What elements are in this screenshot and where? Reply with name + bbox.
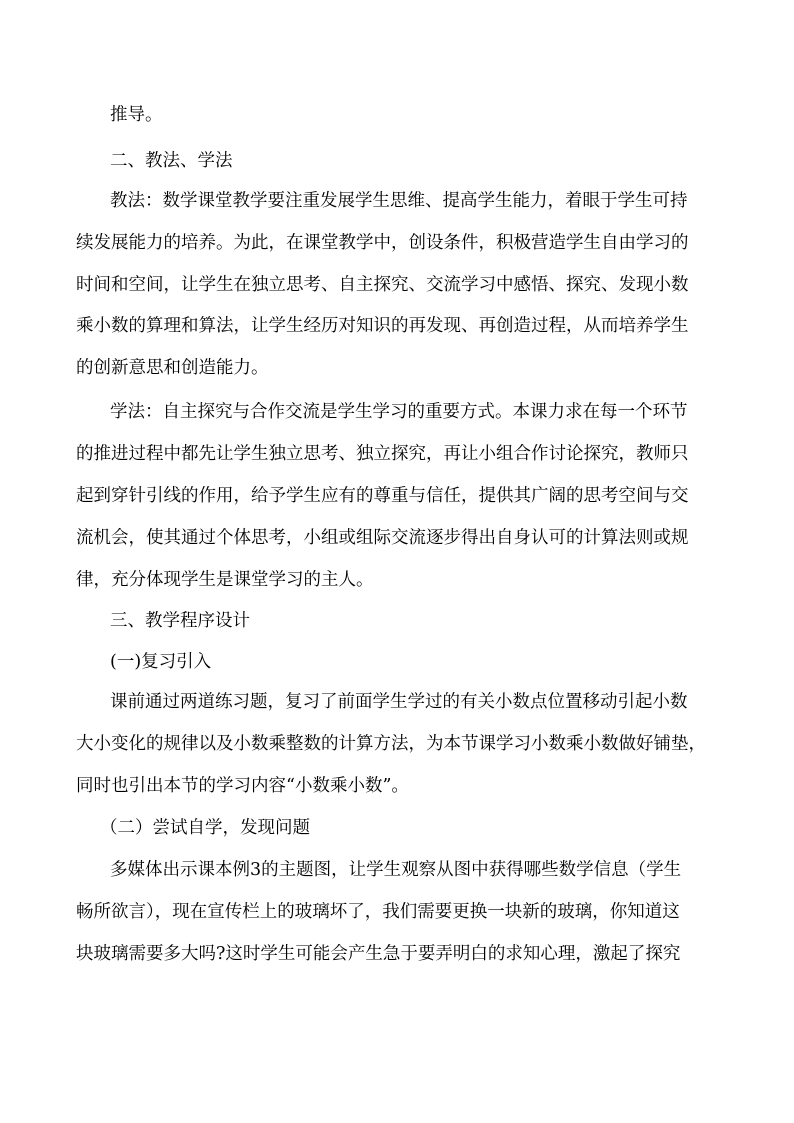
paragraph-line: 时间和空间，让学生在独立思考、自主探究、交流学习中感悟、探究、发现小数 (76, 275, 689, 295)
subsection-heading: (一)复习引入 (110, 652, 212, 672)
paragraph-line: 教法：数学课堂教学要注重发展学生思维、提高学生能力，着眼于学生可持 (110, 191, 688, 211)
text-line: 推导。 (110, 105, 163, 125)
paragraph-line: 同时也引出本节的学习内容“小数乘小数”。 (76, 776, 409, 796)
paragraph-line: 的推进过程中都先让学生独立思考、独立探究，再让小组合作讨论探究，教师只 (76, 444, 689, 464)
paragraph-line: 续发展能力的培养。为此，在课堂教学中，创设条件，积极营造学生自由学习的 (76, 233, 689, 253)
paragraph-line: 大小变化的规律以及小数乘整数的计算方法，为本节课学习小数乘小数做好铺垫， (76, 734, 706, 754)
section-heading: 三、教学程序设计 (110, 611, 250, 631)
paragraph-line: 的创新意思和创造能力。 (76, 358, 269, 378)
paragraph-line: 律，充分体现学生是课堂学习的主人。 (76, 570, 374, 590)
paragraph-line: 乘小数的算理和算法，让学生经历对知识的再发现、再创造过程，从而培养学生 (76, 316, 689, 336)
paragraph-line: 多媒体出示课本例3的主题图，让学生观察从图中获得哪些数学信息（学生 (110, 860, 682, 880)
subsection-heading: （二）尝试自学，发现问题 (100, 818, 310, 838)
paragraph-line: 课前通过两道练习题，复习了前面学生学过的有关小数点位置移动引起小数 (110, 692, 688, 712)
paragraph-line: 畅所欲言），现在宣传栏上的玻璃坏了，我们需要更换一块新的玻璃，你知道这 (76, 902, 680, 922)
paragraph-line: 学法：自主探究与合作交流是学生学习的重要方式。本课力求在每一个环节 (110, 402, 688, 422)
paragraph-line: 流机会，使其通过个体思考，小组或组际交流逐步得出自身认可的计算法则或规 (76, 528, 689, 548)
section-heading: 二、教法、学法 (110, 151, 233, 171)
paragraph-line: 块玻璃需要多大吗?这时学生可能会产生急于要弄明白的求知心理，激起了探究 (76, 944, 681, 964)
paragraph-line: 起到穿针引线的作用，给予学生应有的尊重与信任，提供其广阔的思考空间与交 (76, 486, 689, 506)
